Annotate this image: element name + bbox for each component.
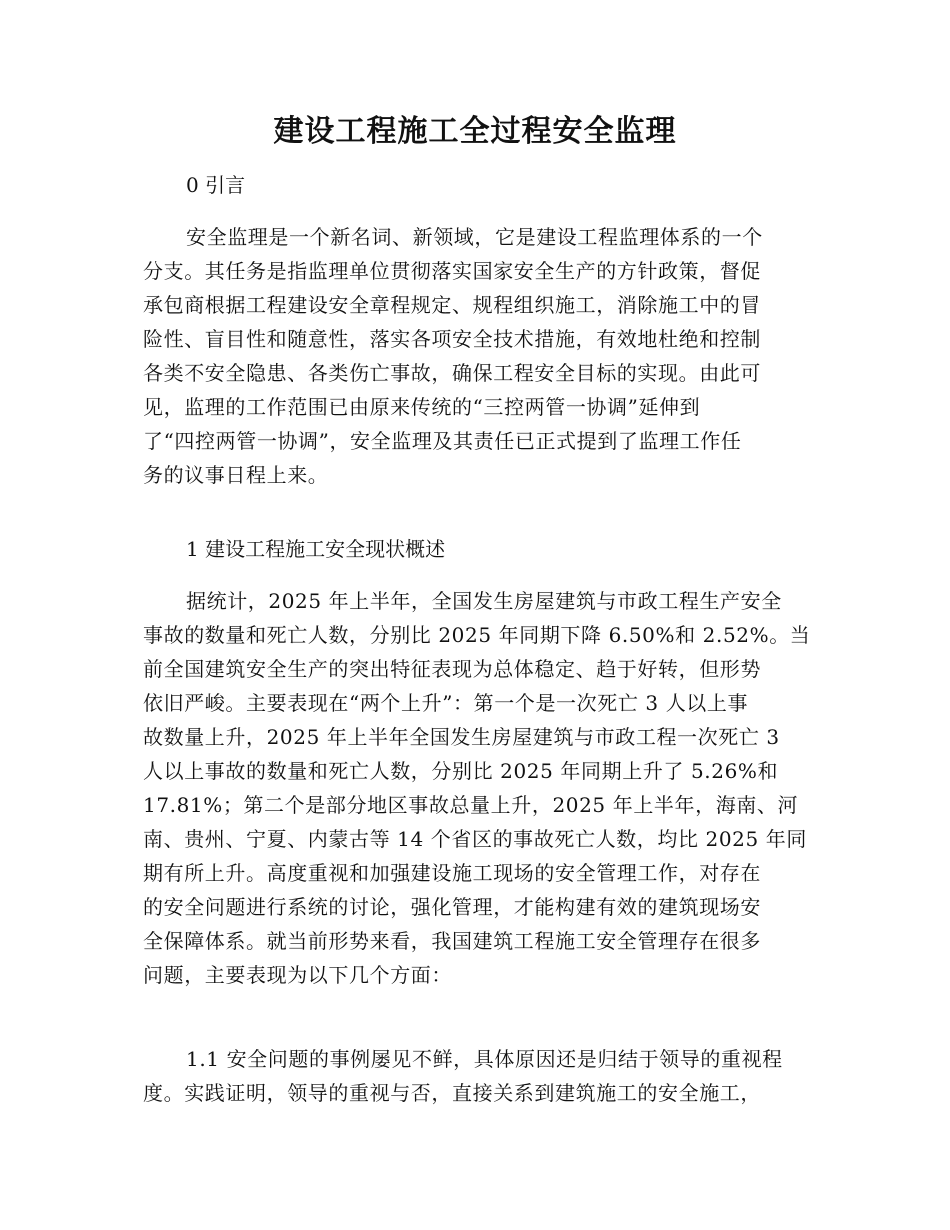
paragraph-line: 事故的数量和死亡人数，分别比 2025 年同期下降 6.50%和 2.52%。当 bbox=[143, 623, 811, 647]
paragraph-line: 了“四控两管一协调”，安全监理及其责任已正式提到了监理工作任 bbox=[143, 429, 742, 453]
paragraph-line: 前全国建筑安全生产的突出特征表现为总体稳定、趋于好转，但形势 bbox=[143, 657, 761, 681]
paragraph-line: 南、贵州、宁夏、内蒙古等 14 个省区的事故死亡人数，均比 2025 年同 bbox=[143, 827, 807, 851]
paragraph-line: 1.1 安全问题的事例屡见不鲜，具体原因还是归结于领导的重视程 bbox=[186, 1047, 783, 1071]
document-title: 建设工程施工全过程安全监理 bbox=[273, 114, 677, 149]
paragraph-line: 见，监理的工作范围已由原来传统的“三控两管一协调”延伸到 bbox=[143, 395, 701, 419]
paragraph-line: 据统计，2025 年上半年，全国发生房屋建筑与市政工程生产安全 bbox=[186, 589, 782, 613]
paragraph-line: 分支。其任务是指监理单位贯彻落实国家安全生产的方针政策，督促 bbox=[143, 259, 761, 283]
section-heading-intro: 0 引言 bbox=[186, 173, 246, 197]
paragraph-line: 人以上事故的数量和死亡人数，分别比 2025 年同期上升了 5.26%和 bbox=[143, 759, 779, 783]
paragraph-line: 的安全问题进行系统的讨论，强化管理，才能构建有效的建筑现场安 bbox=[143, 895, 761, 919]
paragraph-line: 各类不安全隐患、各类伤亡事故，确保工程安全目标的实现。由此可 bbox=[143, 361, 761, 385]
paragraph-line: 故数量上升，2025 年上半年全国发生房屋建筑与市政工程一次死亡 3 bbox=[143, 725, 780, 749]
paragraph-line: 险性、盲目性和随意性，落实各项安全技术措施，有效地杜绝和控制 bbox=[143, 327, 761, 351]
paragraph-line: 依旧严峻。主要表现在“两个上升”：第一个是一次死亡 3 人以上事 bbox=[143, 691, 749, 715]
paragraph-line: 全保障体系。就当前形势来看，我国建筑工程施工安全管理存在很多 bbox=[143, 929, 761, 953]
paragraph-line: 安全监理是一个新名词、新领域，它是建设工程监理体系的一个 bbox=[186, 225, 763, 249]
paragraph-line: 务的议事日程上来。 bbox=[143, 463, 329, 487]
paragraph-line: 17.81%；第二个是部分地区事故总量上升，2025 年上半年，海南、河 bbox=[143, 793, 799, 817]
section-heading-1: 1 建设工程施工安全现状概述 bbox=[186, 537, 446, 561]
paragraph-line: 问题，主要表现为以下几个方面： bbox=[143, 963, 452, 987]
paragraph-line: 度。实践证明，领导的重视与否，直接关系到建筑施工的安全施工， bbox=[143, 1081, 761, 1105]
paragraph-line: 期有所上升。高度重视和加强建设施工现场的安全管理工作，对存在 bbox=[143, 861, 761, 885]
paragraph-line: 承包商根据工程建设安全章程规定、规程组织施工，消除施工中的冒 bbox=[143, 293, 761, 317]
